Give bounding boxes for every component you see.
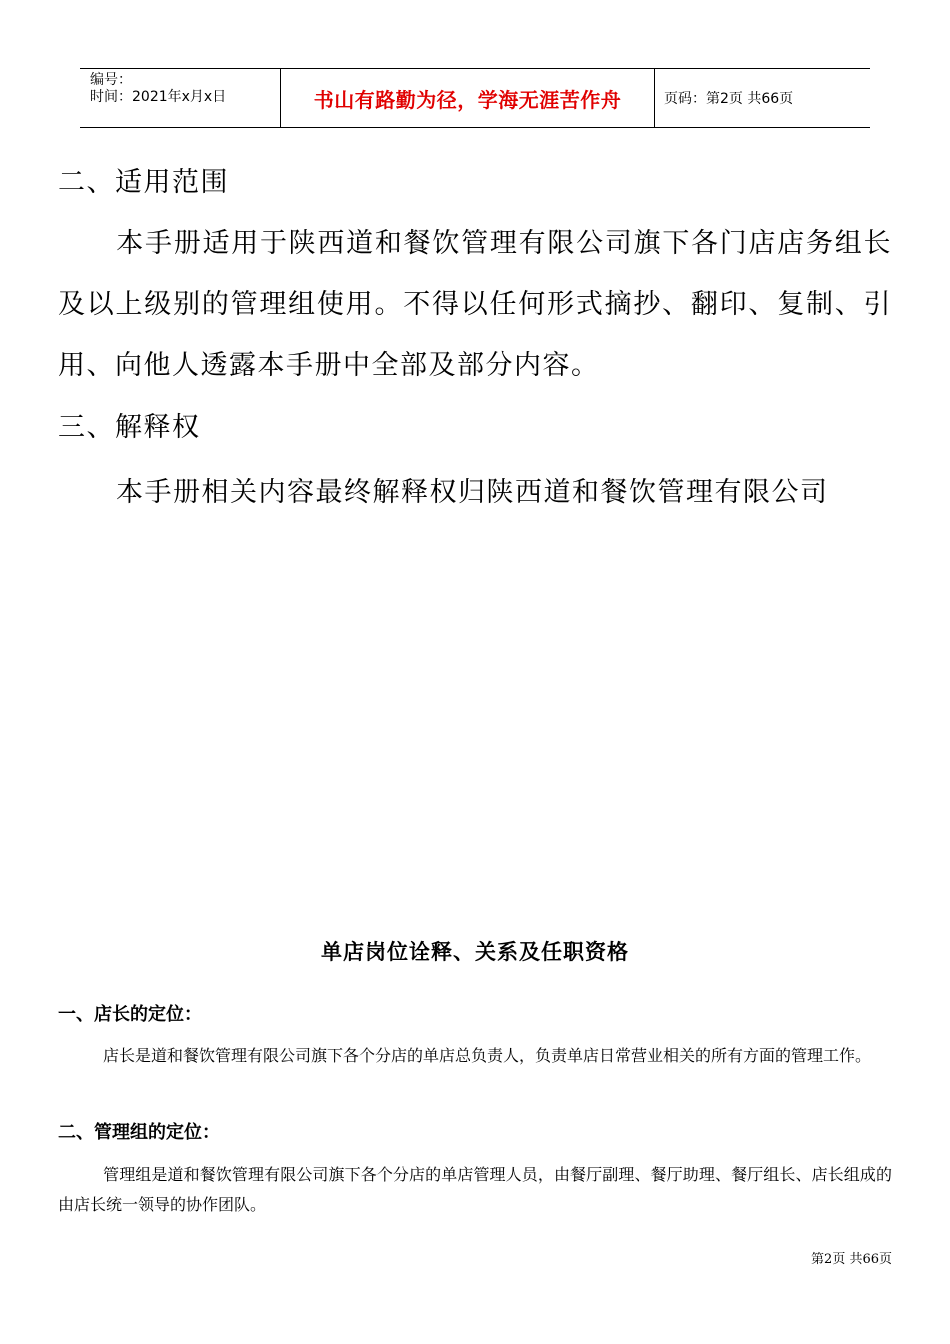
header-meta: [80, 69, 281, 127]
header-motto-cell: [281, 69, 655, 127]
scope-text: 本手册适用于陕西道和餐饮管理有限公司旗下各门店店务组长及以上级别的管理组使用。不得以任何形式摘抄、翻印、复制、引用、向他人透露本手册中全部及部分内容。: [58, 228, 892, 381]
store-manager-text: 店长是道和餐饮管理有限公司旗下各个分店的单店总负责人，负责单店日常营业相关的所有方面的管理工作。: [103, 1046, 872, 1065]
store-manager-heading: 一、店长的定位：: [58, 1004, 202, 1025]
document-number: 编号：: [90, 72, 132, 88]
scope-paragraph: [58, 213, 892, 396]
scope-heading: 二、适用范围: [58, 167, 229, 198]
management-group-text: 管理组是道和餐饮管理有限公司旗下各个分店的单店管理人员，由餐厅副理、餐厅助理、餐厅组长、店长组成的由店长统一领导的协作团队。: [58, 1165, 892, 1214]
document-date: 时间：2021年x月x日: [90, 89, 227, 105]
header-motto: 书山有路勤为径，学海无涯苦作舟: [313, 87, 622, 112]
footer-page-number: 第2页 共66页: [811, 1252, 892, 1267]
header-page-number: 页码：第2页 共66页: [664, 91, 794, 107]
management-group-heading: 二、管理组的定位：: [58, 1122, 220, 1143]
store-manager-paragraph: [58, 1041, 892, 1071]
management-group-paragraph: [58, 1160, 892, 1220]
rights-heading: 三、解释权: [58, 412, 201, 443]
chapter-title: 单店岗位诠释、关系及任职资格: [321, 940, 629, 964]
rights-text: 本手册相关内容最终解释权归陕西道和餐饮管理有限公司: [116, 477, 829, 508]
page-header: [80, 68, 870, 128]
